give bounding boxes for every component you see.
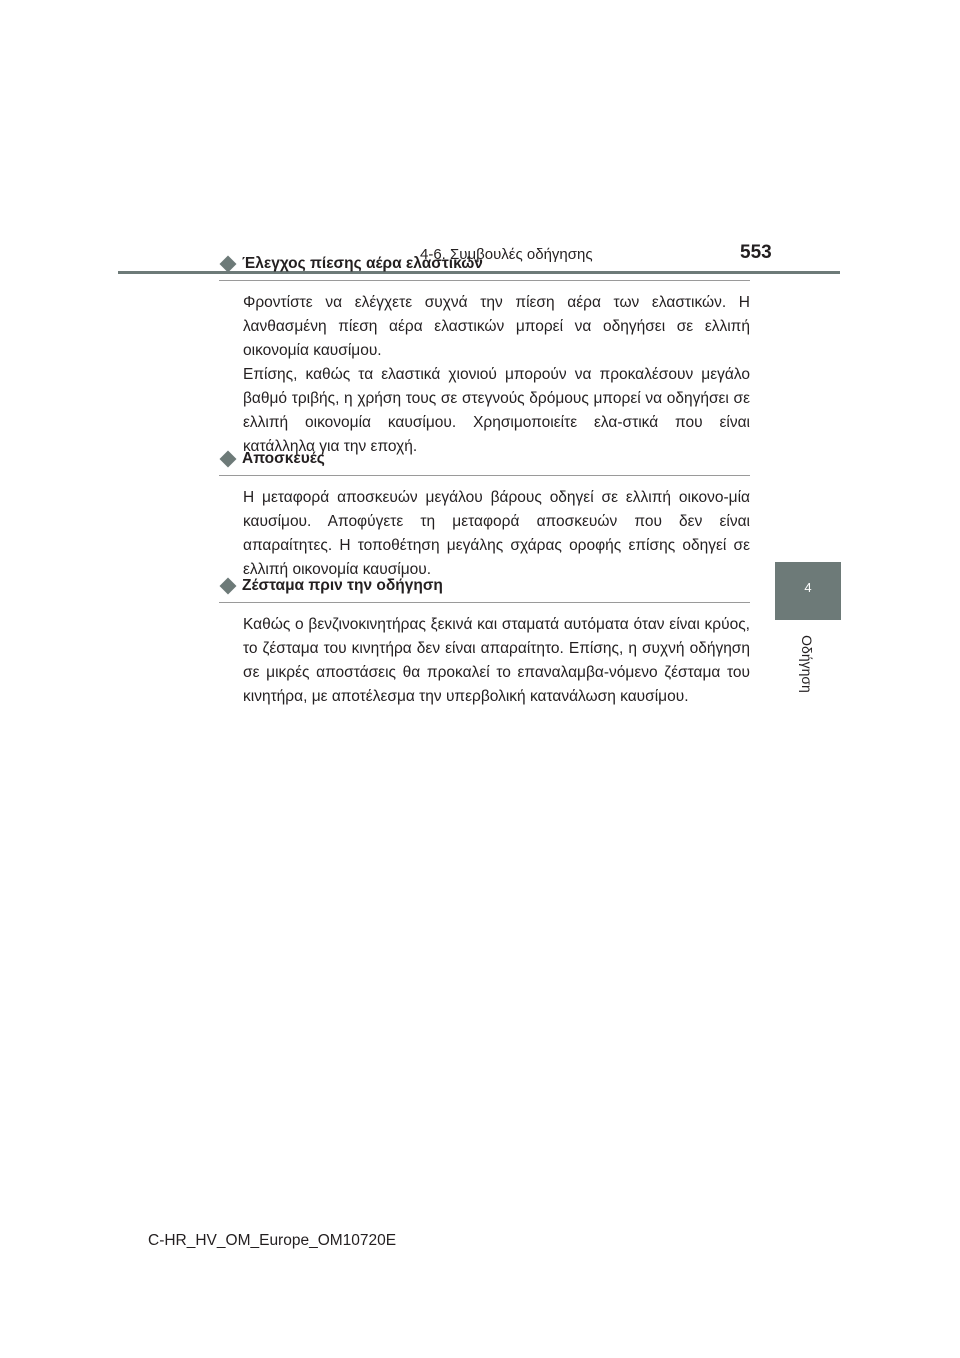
section-warm-up <box>219 574 750 709</box>
diamond-bullet-icon <box>220 578 237 595</box>
diamond-bullet-icon <box>220 451 237 468</box>
section-body <box>243 486 750 582</box>
section-title: Έλεγχος πίεσης αέρα ελαστικών <box>242 255 483 272</box>
section-title: Αποσκευές <box>242 450 325 467</box>
page-number: 553 <box>740 242 772 263</box>
paragraph: Επίσης, καθώς τα ελαστικά χιονιού μπορούν να προκαλέσουν μεγάλο βαθμό τριβής, η χρήση τους σε στεγνούς δρόμους μπορεί να οδηγήσει σε ελλιπή οικονομία καυσίμου. Χρησιμοποιείτε ελα-στικά που είναι κατάλληλα για την εποχή. <box>243 366 750 455</box>
running-header-section: 4-6. Συμβουλές οδήγησης <box>420 246 593 263</box>
chapter-side-label: Οδήγηση <box>799 635 815 693</box>
paragraph: Φροντίστε να ελέγχετε συχνά την πίεση αέρα των ελαστικών. Η λανθασμένη πίεση αέρα ελαστικών μπορεί να οδηγήσει σε ελλιπή οικονομία καυσίμου. <box>243 294 750 359</box>
section-title: Ζέσταμα πριν την οδήγηση <box>242 577 443 594</box>
section-heading <box>219 574 750 603</box>
section-tire-pressure <box>219 252 750 459</box>
chapter-tab <box>775 562 841 620</box>
section-luggage <box>219 447 750 582</box>
section-body <box>243 613 750 709</box>
section-heading <box>219 447 750 476</box>
document-code: C-HR_HV_OM_Europe_OM10720E <box>148 1232 397 1249</box>
diamond-bullet-icon <box>220 256 237 273</box>
chapter-tab-number: 4 <box>804 580 812 595</box>
section-heading <box>219 252 750 281</box>
paragraph: Καθώς ο βενζινοκινητήρας ξεκινά και σταματά αυτόματα όταν είναι κρύος, το ζέσταμα του κινητήρα δεν είναι απαραίτητο. Επίσης, η συχνή οδήγηση σε μικρές αποστάσεις θα προκαλεί το επαναλαμβα-νόμενο ζέσταμα του κινητήρα, με αποτέλεσμα την υπερβολική κατανάλωση καυσίμου. <box>243 616 750 705</box>
section-body <box>243 291 750 459</box>
paragraph: Η μεταφορά αποσκευών μεγάλου βάρους οδηγεί σε ελλιπή οικονο-μία καυσίμου. Αποφύγετε τη μεταφορά αποσκευών που δεν είναι απαραίτητες. Η τοποθέτηση μεγάλης σχάρας οροφής επίσης οδηγεί σε ελλιπή οικονομία καυσίμου. <box>243 489 750 578</box>
